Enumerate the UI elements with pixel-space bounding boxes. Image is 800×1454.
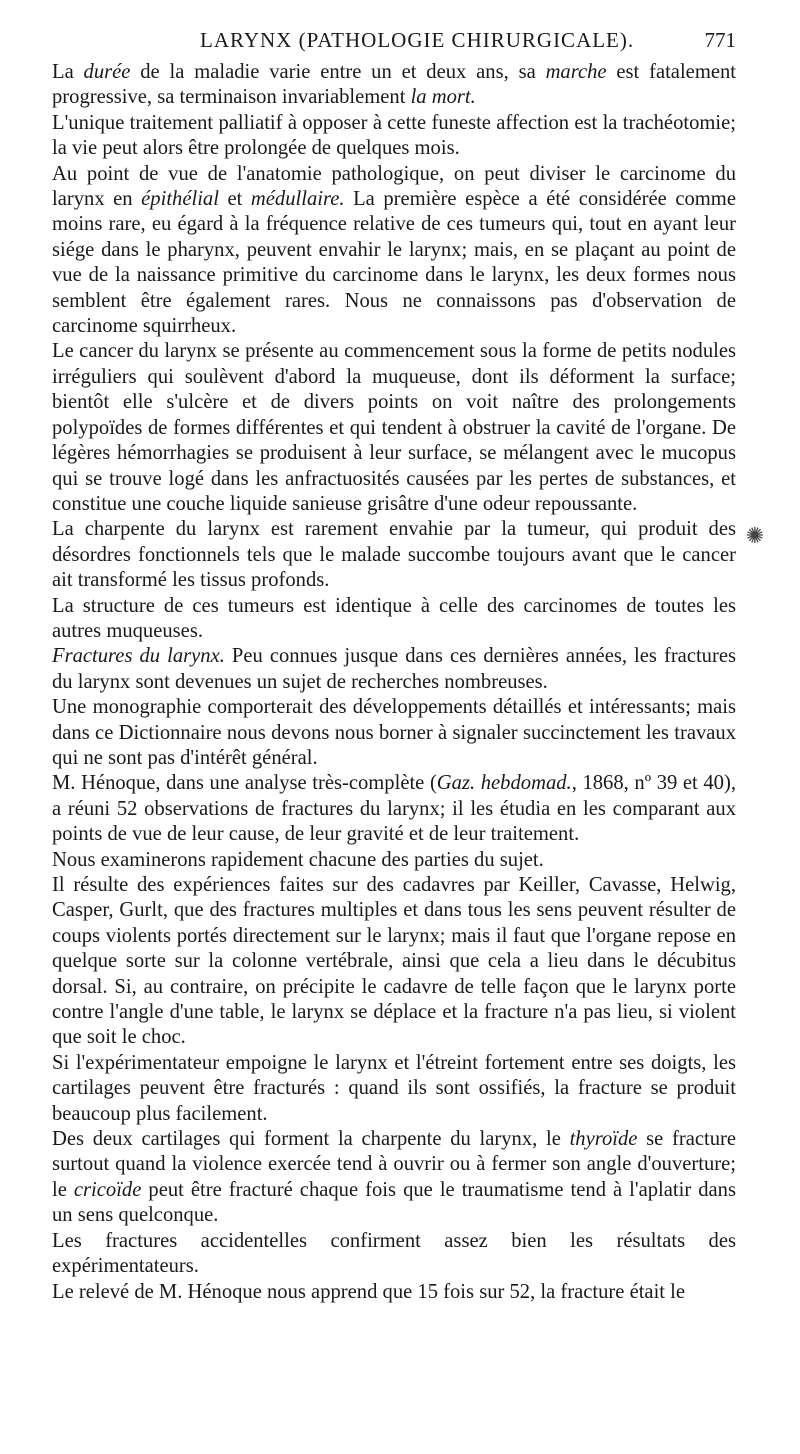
text-run: Les fractures accidentelles confirment assez bien les résultats des expérimentateurs. xyxy=(52,1229,736,1278)
text-run: La première espèce a été considérée comme moins rare, eu égard à la fréquence relative de ces tumeurs qui, tout en ayant leur siége dans le pharynx, peuvent envahir le larynx; mais, en se plaçant au point de vue de la naissance primitive du carcinome dans le larynx, les deux formes nous semblent être également rares. Nous ne connaissons pas d'observation de carcinome squirrheux. xyxy=(52,188,736,338)
page-number: 771 xyxy=(704,28,736,52)
text-run: Au point de vue de l'anatomie pathologique, on peut diviser le carcinome du larynx en xyxy=(52,162,736,211)
text-run: Nous examinerons rapidement chacune des parties du sujet. xyxy=(52,848,544,871)
text-run: , 1868, nº 39 et 40), a réuni 52 observations de fractures du larynx; il les étudia en les comparant aux points de vue de leur cause, de leur gravité et de leur traitement. xyxy=(52,772,736,846)
paragraph xyxy=(52,873,736,1051)
italic-text-run: thyroïde xyxy=(569,1128,638,1151)
text-run: L'unique traitement palliatif à opposer à cette funeste affection est la trachéotomie; la vie peut alors être prolongée de quelques mois. xyxy=(52,111,736,160)
paragraph xyxy=(52,695,736,771)
paragraph xyxy=(52,1127,736,1229)
italic-text-run: épithélial xyxy=(141,188,219,211)
text-run: et xyxy=(218,188,251,211)
paragraph xyxy=(52,771,736,847)
italic-text-run: médullaire. xyxy=(250,188,345,211)
paragraph xyxy=(52,594,736,645)
paragraph xyxy=(52,644,736,695)
text-run: peut être fracturé chaque fois que le traumatisme tend à l'aplatir dans un sens quelconque. xyxy=(52,1178,736,1227)
text-run: Une monographie comporterait des développements détaillés et intéressants; mais dans ce Dictionnaire nous devons nous borner à signaler succinctement les travaux qui ne sont pas d'intérêt général. xyxy=(52,696,736,769)
italic-text-run: cricoïde xyxy=(73,1178,142,1201)
text-run: Des deux cartilages qui forment la charpente du larynx, le xyxy=(52,1128,570,1151)
running-header xyxy=(52,28,736,58)
text-run: Le cancer du larynx se présente au commencement sous la forme de petits nodules irréguliers qui soulèvent d'abord la muqueuse, dont ils déforment la surface; bientôt elle s'ulcère et de divers points on voit naître des prolongements polypoïdes de formes différentes et qui tendent à obstruer la cavité de l'organe. De légères hémorrhagies se produisent à leur surface, se mélangent avec le mucopus qui se trouve logé dans les anfractuosités causées par les pertes de substances, et constitue une couche liquide sanieuse grisâtre d'une odeur repoussante. xyxy=(52,340,736,515)
paragraph xyxy=(52,848,736,873)
text-run: se fracture surtout quand la violence exercée tend à ouvrir ou à fermer son angle d'ouverture; le xyxy=(52,1128,737,1201)
italic-text-run: marche xyxy=(545,61,607,83)
text-run: La structure de ces tumeurs est identique à celle des carcinomes de toutes les autres muqueuses. xyxy=(52,594,736,642)
paragraph xyxy=(52,339,736,517)
italic-text-run: Gaz. hebdomad. xyxy=(436,772,572,795)
text-run: M. Hénoque, dans une analyse très-complète ( xyxy=(52,772,437,795)
text-run: de la maladie varie entre un et deux ans, sa xyxy=(130,61,546,83)
text-run: Peu connues jusque dans ces dernières années, les fractures du larynx sont devenues un sujet de recherches nombreuses. xyxy=(52,645,736,693)
text-run: La charpente du larynx est rarement envahie par la tumeur, qui produit des désordres fonctionnels tels que le malade succombe toujours avant que le cancer ait transformé les tissus profonds. xyxy=(52,518,736,592)
paragraph xyxy=(52,162,736,340)
text-run: Le relevé de M. Hénoque nous apprend que 15 fois sur 52, la fracture était le xyxy=(52,1280,686,1303)
text-run: La xyxy=(52,61,84,83)
paragraph xyxy=(52,1229,736,1280)
running-title: LARYNX (PATHOLOGIE CHIRURGICALE). xyxy=(200,28,635,52)
text-run: Il résulte des expériences faites sur des cadavres par Keiller, Cavasse, Helwig, Casper, Gurlt, que des fractures multiples et dans tous les sens peuvent résulter de coups violents portés directement sur le larynx; mais il faut que l'organe repose en quelque sorte sur la colonne vertébrale, ainsi que cela a lieu dans le décubitus dorsal. Si, au contraire, on précipite le cadavre de telle façon que le larynx porte contre l'angle d'une table, le larynx se déplace et la fracture n'a pas lieu, si violent que soit le choc. xyxy=(52,874,736,1049)
text-run: Si l'expérimentateur empoigne le larynx et l'étreint fortement entre ses doigts, les cartilages peuvent être fracturés : quand ils sont ossifiés, la fracture se produit beaucoup plus facilement. xyxy=(52,1051,736,1125)
paragraph xyxy=(52,517,736,593)
paragraph xyxy=(52,1051,736,1127)
paragraph xyxy=(52,1280,736,1305)
body-text xyxy=(52,60,736,1305)
text-run: est fatalement progressive, sa terminaison invariablement xyxy=(52,61,736,109)
italic-text-run: la mort. xyxy=(410,86,476,109)
italic-text-run: durée xyxy=(83,61,131,83)
italic-text-run: Fractures du larynx. xyxy=(52,645,225,668)
paragraph xyxy=(52,60,736,111)
ink-blot-mark: ✺ xyxy=(745,523,764,548)
paragraph xyxy=(52,111,736,162)
